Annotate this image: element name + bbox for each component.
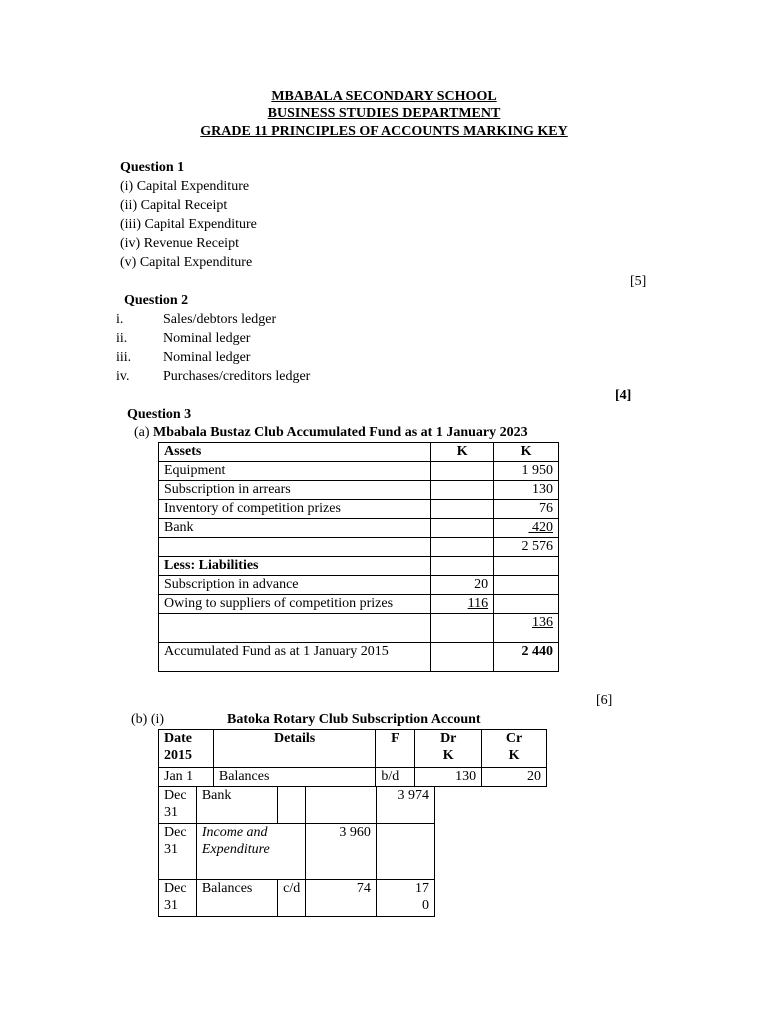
table-row (159, 500, 559, 519)
table-cell: 1 950 (494, 462, 559, 481)
table-header-cell (415, 730, 482, 768)
q3a-title: Mbabala Bustaz Club Accumulated Fund as at 1 January 2023 (153, 425, 528, 440)
table-cell: Equipment (159, 462, 431, 481)
table-cell: b/d (376, 768, 415, 787)
q2-answer: Purchases/creditors ledger (163, 369, 311, 384)
table-cell: 2 576 (494, 538, 559, 557)
q2-num: i. (116, 312, 124, 327)
cr-header: Cr (505, 731, 523, 746)
accumulated-fund-table (158, 442, 559, 672)
table-row (159, 768, 547, 787)
q3a-marks: [6] (596, 693, 613, 708)
department-name: BUSINESS STUDIES DEPARTMENT (267, 106, 501, 121)
table-cell: 136 (494, 614, 559, 643)
table-cell: Bank (196, 787, 277, 824)
table-cell: Subscription in advance (159, 576, 431, 595)
q1-marks: [5] (630, 274, 647, 289)
table-row (159, 787, 435, 824)
table-cell: 76 (494, 500, 559, 519)
q3a-prefix: (a) (134, 425, 154, 440)
table-cell (494, 576, 559, 595)
table-cell: 116 (431, 595, 494, 614)
table-row (159, 824, 435, 880)
table-cell: 130 (494, 481, 559, 500)
table-cell: 420 (494, 519, 559, 538)
table-cell: c/d (278, 880, 306, 917)
table-cell (431, 557, 494, 576)
table-cell: 20 (431, 576, 494, 595)
table-row (159, 730, 547, 768)
table-cell: Bank (159, 519, 431, 538)
table-row (159, 462, 559, 481)
table-cell (431, 462, 494, 481)
table-cell: 130 (415, 768, 482, 787)
table-row (159, 443, 559, 462)
school-name: MBABALA SECONDARY SCHOOL (271, 89, 497, 104)
q2-answer: Nominal ledger (163, 350, 251, 365)
table-row (159, 557, 559, 576)
table-cell (431, 614, 494, 643)
table-cell (306, 787, 377, 824)
table-row (159, 880, 435, 917)
table-cell: Dec 31 (159, 880, 197, 917)
q1-answer: (iv) Revenue Receipt (120, 236, 239, 251)
table-cell (494, 595, 559, 614)
table-cell: Dec 31 (159, 824, 197, 880)
table-header-cell: K (494, 443, 559, 462)
table-header-cell: K (431, 443, 494, 462)
table-row (159, 481, 559, 500)
table-cell: Jan 1 (159, 768, 214, 787)
q1-answer: (i) Capital Expenditure (120, 179, 250, 194)
table-cell (196, 824, 305, 880)
q3-heading: Question 3 (127, 407, 192, 422)
k-header: K (508, 748, 520, 763)
q2-answer: Sales/debtors ledger (163, 312, 277, 327)
table-cell: 2 440 (494, 643, 559, 672)
table-row (159, 519, 559, 538)
table-row (159, 538, 559, 557)
q2-num: iv. (116, 369, 130, 384)
q3b-title: Batoka Rotary Club Subscription Account (227, 712, 481, 727)
income-expenditure-text: Income and Expenditure (201, 825, 270, 857)
folio-header: F (376, 730, 415, 768)
cr-value: 170 (415, 881, 429, 913)
q2-heading: Question 2 (124, 293, 189, 308)
table-cell: 3 974 (376, 787, 434, 824)
subscription-account-table-lower (158, 786, 435, 917)
table-header-cell (482, 730, 547, 768)
table-cell (431, 500, 494, 519)
table-row (159, 614, 559, 643)
q1-heading: Question 1 (120, 160, 185, 175)
table-cell: 3 960 (306, 824, 377, 880)
q3a-title-line (134, 424, 528, 441)
subscription-account-table (158, 729, 547, 787)
table-row (159, 643, 559, 672)
table-cell: Less: Liabilities (159, 557, 431, 576)
table-row (159, 576, 559, 595)
table-cell (376, 824, 434, 880)
table-cell: 20 (482, 768, 547, 787)
table-cell (431, 519, 494, 538)
dr-header: Dr (440, 731, 457, 746)
table-cell: Owing to suppliers of competition prizes (159, 595, 431, 614)
table-cell (278, 787, 306, 824)
table-cell: Subscription in arrears (159, 481, 431, 500)
table-cell (431, 643, 494, 672)
q1-answer: (ii) Capital Receipt (120, 198, 228, 213)
table-cell: Inventory of competition prizes (159, 500, 431, 519)
table-cell (159, 538, 431, 557)
table-cell: 74 (306, 880, 377, 917)
table-header-cell (159, 730, 214, 768)
q2-num: iii. (116, 350, 132, 365)
table-cell: Balances (196, 880, 277, 917)
q2-answer: Nominal ledger (163, 331, 251, 346)
details-header: Details (213, 730, 375, 768)
k-header: K (442, 748, 454, 763)
date-header: Date (164, 731, 192, 746)
table-cell (494, 557, 559, 576)
table-cell (376, 880, 434, 917)
table-cell (431, 538, 494, 557)
q1-answer: (v) Capital Expenditure (120, 255, 253, 270)
document-title: GRADE 11 PRINCIPLES OF ACCOUNTS MARKING KEY (200, 124, 568, 139)
q3b-prefix: (b) (i) (131, 712, 165, 727)
table-cell: Accumulated Fund as at 1 January 2015 (159, 643, 431, 672)
q2-num: ii. (116, 331, 128, 346)
table-cell: Dec 31 (159, 787, 197, 824)
table-cell (431, 481, 494, 500)
table-header-cell: Assets (159, 443, 431, 462)
year-header: 2015 (164, 748, 192, 763)
table-cell: Balances (213, 768, 375, 787)
table-row (159, 595, 559, 614)
q2-marks: [4] (615, 388, 632, 403)
q1-answer: (iii) Capital Expenditure (120, 217, 257, 232)
table-cell (159, 614, 431, 643)
